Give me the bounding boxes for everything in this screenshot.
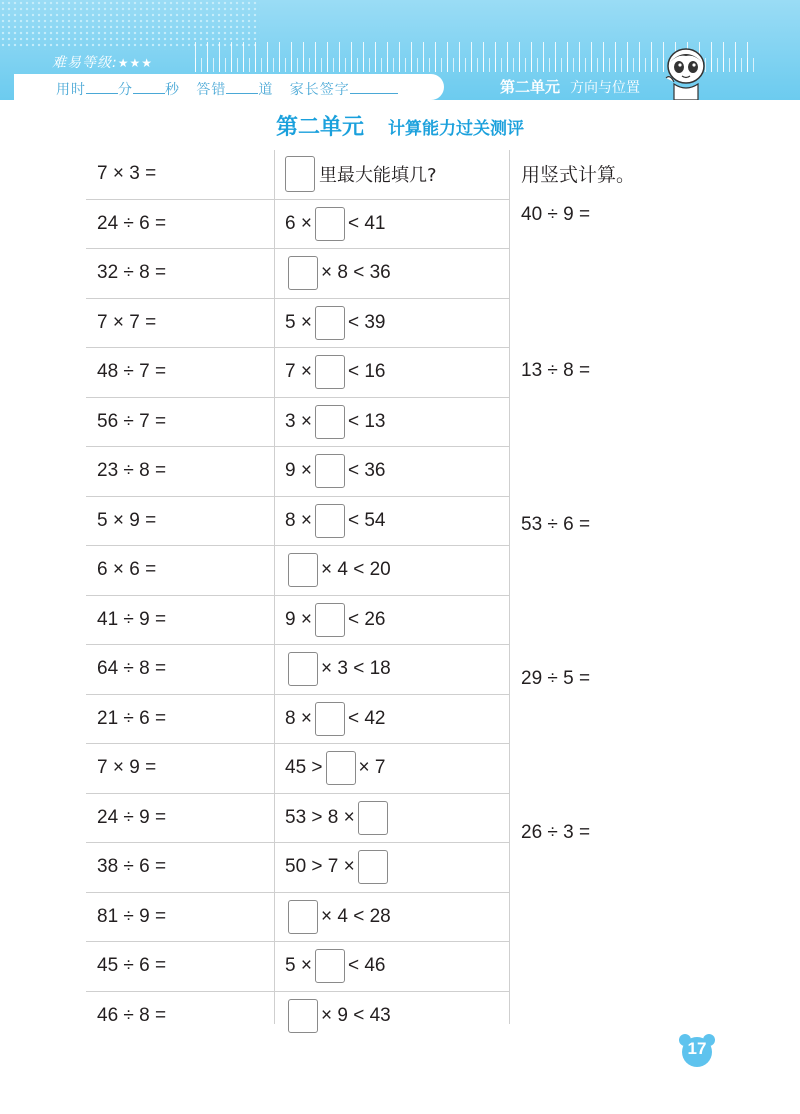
oral-calc-item: 41 ÷ 9 = [97, 608, 167, 630]
inequality-item [285, 546, 391, 594]
answer-box[interactable] [315, 504, 345, 538]
inequality-right: × 8 < 36 [321, 262, 391, 283]
unit-name: 第二单元 [500, 78, 561, 96]
second-label: 秒 [165, 82, 180, 98]
difficulty-stars: ★★★ [117, 56, 153, 70]
answer-box[interactable] [288, 652, 318, 686]
table-row [86, 447, 510, 497]
seconds-blank[interactable] [133, 81, 165, 94]
inequality-left: 8 × [285, 509, 312, 531]
inequality-left: 45 > [285, 757, 323, 778]
oral-calc-item: 46 ÷ 8 = [97, 1004, 167, 1026]
inequality-right: < 36 [347, 460, 386, 481]
header-text: 里最大能填几? [319, 165, 437, 186]
inequality-left: 5 × [285, 311, 312, 333]
inequality-item [285, 843, 391, 891]
time-record-row [56, 79, 398, 99]
parent-sign-blank[interactable] [350, 81, 398, 94]
answer-box[interactable] [315, 949, 345, 983]
inequality-right: × 4 < 28 [321, 905, 391, 927]
table-row [86, 992, 510, 1041]
oral-calc-item: 81 ÷ 9 = [97, 905, 167, 927]
table-row [86, 645, 510, 695]
table-row [86, 794, 510, 844]
vertical-calc-item: 53 ÷ 6 = [521, 514, 591, 535]
answer-box[interactable] [315, 454, 345, 488]
inequality-right: < 13 [347, 410, 386, 432]
table-row [86, 398, 510, 448]
mascot-icon [664, 44, 708, 100]
table-row [86, 893, 510, 943]
inequality-right: < 16 [347, 361, 386, 382]
inequality-item [285, 645, 391, 693]
answer-box[interactable] [358, 850, 388, 884]
answer-box[interactable] [326, 751, 356, 785]
answer-box[interactable] [288, 553, 318, 587]
inequality-left: 50 > 7 × [285, 856, 355, 877]
answer-box-icon [285, 156, 315, 192]
inequality-item [285, 447, 385, 495]
answer-box[interactable] [315, 355, 345, 389]
inequality-right: < 41 [347, 212, 386, 234]
inequality-item [285, 794, 391, 842]
table-row [86, 546, 510, 596]
oral-calc-item: 24 ÷ 6 = [97, 212, 167, 234]
table-row [86, 596, 510, 646]
header-band [0, 0, 800, 100]
inequality-item [285, 744, 385, 792]
table-row [86, 843, 510, 893]
inequality-item [285, 398, 385, 446]
inequality-left: 6 × [285, 212, 312, 234]
answer-box[interactable] [315, 603, 345, 637]
inequality-item [285, 695, 385, 743]
inequality-item [285, 299, 385, 347]
answer-box[interactable] [315, 207, 345, 241]
answer-box[interactable] [315, 405, 345, 439]
inequality-right: < 26 [347, 608, 386, 630]
table-row [86, 744, 510, 794]
oral-calc-item: 32 ÷ 8 = [97, 262, 167, 283]
inequality-right: < 42 [347, 707, 386, 729]
table-row [86, 695, 510, 745]
inequality-right: × 9 < 43 [321, 1004, 391, 1026]
answer-box[interactable] [315, 702, 345, 736]
answer-box[interactable] [315, 306, 345, 340]
inequality-item [285, 596, 385, 644]
oral-calc-item: 24 ÷ 9 = [97, 806, 167, 828]
answer-box[interactable] [288, 900, 318, 934]
oral-calc-item: 7 × 3 = [97, 163, 157, 184]
oral-calc-item: 21 ÷ 6 = [97, 707, 167, 729]
inequality-left: 53 > 8 × [285, 806, 355, 828]
inequality-left: 7 × [285, 361, 312, 382]
vertical-calc-item: 40 ÷ 9 = [521, 204, 591, 225]
oral-calc-item: 5 × 9 = [97, 509, 157, 531]
page-title [0, 110, 800, 141]
oral-calc-item: 6 × 6 = [97, 559, 157, 580]
difficulty-rating [52, 52, 153, 72]
vertical-calc-item: 26 ÷ 3 = [521, 822, 591, 843]
answer-box[interactable] [288, 256, 318, 290]
vertical-calc-title: 用竖式计算。 [521, 164, 636, 186]
oral-calc-item: 45 ÷ 6 = [97, 955, 167, 976]
exercise-table [86, 150, 510, 1040]
oral-calc-item: 7 × 7 = [97, 311, 157, 333]
table-row [86, 249, 510, 299]
inequality-right: × 3 < 18 [321, 658, 391, 679]
table-row [86, 497, 510, 547]
table-row [86, 150, 510, 200]
inequality-item [285, 893, 391, 941]
page-number: 17 [687, 1039, 707, 1058]
parent-sign-label: 家长签字 [289, 82, 350, 98]
vertical-calc-item: 13 ÷ 8 = [521, 360, 591, 381]
title-sub: 计算能力过关测评 [388, 119, 524, 139]
minute-label: 分 [118, 82, 133, 98]
inequality-left: 3 × [285, 410, 312, 432]
table-row [86, 942, 510, 992]
difficulty-label: 难易等级: [52, 55, 118, 71]
wrong-count-blank[interactable] [226, 81, 258, 94]
oral-calc-item: 48 ÷ 7 = [97, 361, 167, 382]
inequality-right: × 7 [358, 757, 386, 778]
answer-box[interactable] [288, 999, 318, 1033]
inequality-column-header [285, 150, 437, 198]
inequality-right: < 46 [347, 955, 386, 976]
table-row [86, 200, 510, 250]
wrong-label: 答错 [196, 82, 227, 98]
table-row [86, 348, 510, 398]
inequality-item [285, 497, 385, 545]
oral-calc-item: 64 ÷ 8 = [97, 658, 167, 679]
inequality-right: × 4 < 20 [321, 559, 391, 580]
inequality-left: 9 × [285, 460, 312, 481]
inequality-right: < 39 [347, 311, 386, 333]
table-row [86, 299, 510, 349]
unit-topic: 方向与位置 [570, 80, 641, 96]
title-main: 第二单元 [275, 115, 364, 140]
vertical-calc-item: 29 ÷ 5 = [521, 668, 591, 689]
time-label: 用时 [56, 82, 86, 98]
minutes-blank[interactable] [86, 81, 118, 94]
inequality-left: 5 × [285, 955, 312, 976]
inequality-item [285, 942, 385, 990]
inequality-item [285, 992, 391, 1040]
unit-tag [500, 76, 640, 97]
answer-box[interactable] [358, 801, 388, 835]
oral-calc-item: 38 ÷ 6 = [97, 856, 167, 877]
inequality-left: 9 × [285, 608, 312, 630]
inequality-right: < 54 [347, 509, 386, 531]
inequality-item [285, 249, 391, 297]
inequality-item [285, 200, 385, 248]
inequality-item [285, 348, 385, 396]
oral-calc-item: 56 ÷ 7 = [97, 410, 167, 432]
oral-calc-item: 7 × 9 = [97, 757, 157, 778]
inequality-left: 8 × [285, 707, 312, 729]
oral-calc-item: 23 ÷ 8 = [97, 460, 167, 481]
count-label: 道 [258, 82, 274, 98]
